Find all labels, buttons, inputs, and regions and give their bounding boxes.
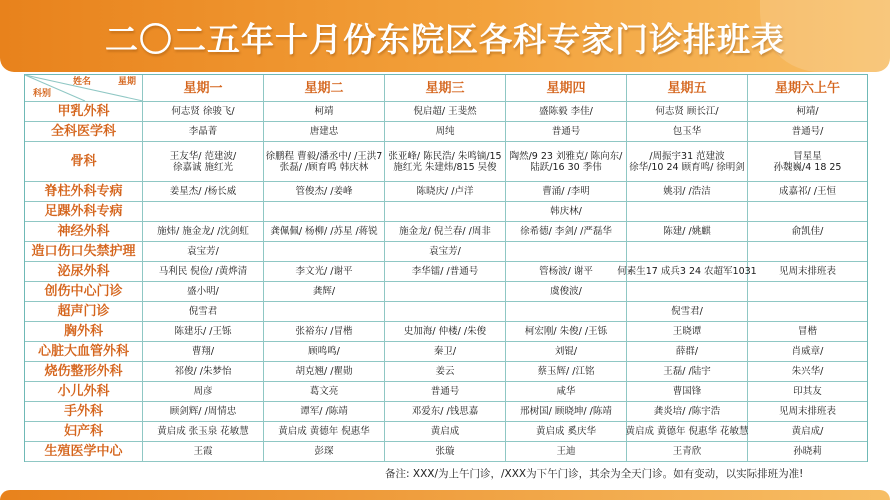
doctor-line: 刘锟/: [554, 346, 578, 357]
schedule-cell: [506, 122, 627, 141]
dept-name: 胸外科: [25, 322, 143, 341]
dept-name: 全科医学科: [25, 122, 143, 141]
doctor-line: 柯宏刚/ 朱俊/ /王铄: [524, 326, 608, 337]
doctor-line: 胡克翘/ /瞿勋: [295, 366, 353, 377]
doctor-line: 王磊/ /陆宇: [663, 366, 711, 377]
day-header: 星期一: [143, 75, 264, 101]
doctor-line: 谭军/ /陈靖: [300, 406, 348, 417]
doctor-line: 黄启成 黄德年 倪惠华: [278, 426, 370, 437]
doctor-line: 邢树国/ 顾晓坤/ /陈靖: [520, 406, 612, 417]
schedule-cell: [264, 242, 385, 261]
schedule-cell: [264, 222, 385, 241]
day-header: 星期三: [385, 75, 506, 101]
schedule-cell: [385, 202, 506, 221]
doctor-line: 顾鸣鸣/: [308, 346, 340, 357]
doctor-line: 普通号/: [791, 126, 824, 137]
doctor-line: 张裕东/ /冒楷: [295, 326, 353, 337]
schedule-cell: [748, 262, 867, 281]
table-row: [25, 402, 867, 422]
schedule-cell: [143, 322, 264, 341]
page-title: 二〇二五年十月份东院区各科专家门诊排班表: [105, 20, 785, 59]
doctor-line: 韩庆林/: [550, 206, 582, 217]
doctor-line: 徐华/10 24 顾育鸣/ 徐明剑: [629, 161, 745, 173]
table-row: [25, 362, 867, 382]
doctor-line: 施金龙/ 倪兰春/ /周非: [399, 226, 491, 237]
schedule-cell: [385, 182, 506, 201]
title-banner: [0, 0, 890, 72]
table-row: [25, 182, 867, 202]
schedule-cell: [748, 282, 867, 301]
schedule-cell: [264, 282, 385, 301]
schedule-cell: [385, 402, 506, 421]
schedule-cell: [627, 362, 748, 381]
schedule-cell: [385, 362, 506, 381]
doctor-line: 俞凯佳/: [791, 226, 824, 237]
doctor-line: 见周末排班表: [778, 266, 836, 277]
schedule-cell: [264, 322, 385, 341]
schedule-cell: [143, 102, 264, 121]
doctor-line: /周振宇31 范建波: [649, 150, 725, 162]
schedule-cell: [506, 342, 627, 361]
dept-name: 创伤中心门诊: [25, 282, 143, 301]
table-row: [25, 322, 867, 342]
schedule-cell: [506, 402, 627, 421]
table-row: [25, 442, 867, 462]
schedule-cell: [385, 342, 506, 361]
schedule-table: [24, 74, 868, 463]
dept-name: 骨科: [25, 142, 143, 181]
doctor-line: 李文光/ /谢平: [295, 266, 353, 277]
doctor-line: 彭琛: [314, 446, 334, 457]
doctor-line: 朱兴华/: [791, 366, 824, 377]
doctor-line: 李华镭/ /普通号: [411, 266, 479, 277]
schedule-cell: [627, 242, 748, 261]
dept-name: 生殖医学中心: [25, 442, 143, 461]
corner-week-label: 星期: [117, 77, 136, 87]
schedule-cell: [627, 382, 748, 401]
doctor-line: 黄启成: [430, 426, 460, 437]
schedule-cell: [143, 302, 264, 321]
day-header: 星期六上午: [774, 80, 840, 96]
day-header: 星期五: [627, 75, 748, 101]
schedule-cell: [264, 422, 385, 441]
doctor-line: 曹翔/: [191, 346, 215, 357]
schedule-cell: [143, 222, 264, 241]
doctor-line: 冒楷: [797, 326, 817, 337]
table-row: [25, 302, 867, 322]
doctor-line: 咸华: [556, 386, 576, 397]
schedule-cell: [748, 362, 867, 381]
doctor-line: 孙魏巍/4 18 25: [773, 161, 842, 173]
doctor-line: 龚炎培/ /陈宇浩: [653, 406, 721, 417]
doctor-line: 陈建/ /姚麒: [663, 226, 711, 237]
schedule-cell: [748, 102, 867, 121]
doctor-line: 张璇: [435, 446, 455, 457]
doctor-line: 柯靖: [314, 106, 334, 117]
schedule-cell: [748, 242, 867, 261]
schedule-cell: [748, 202, 867, 221]
doctor-line: 曹涌/ /李明: [542, 186, 590, 197]
doctor-line: 顾剑辉/ /周情忠: [169, 406, 237, 417]
schedule-cell: [143, 382, 264, 401]
doctor-line: 王迪: [556, 446, 576, 457]
schedule-cell: [506, 382, 627, 401]
table-header-row: [25, 75, 867, 102]
table-row: [25, 102, 867, 122]
doctor-line: 包玉华: [672, 126, 702, 137]
schedule-cell: [627, 422, 748, 441]
corner-cell: [25, 75, 143, 101]
doctor-line: 秦卫/: [433, 346, 457, 357]
dept-name: 烧伤整形外科: [25, 362, 143, 381]
schedule-cell: [748, 122, 867, 141]
table-row: [25, 262, 867, 282]
table-row: [25, 282, 867, 302]
schedule-cell: [748, 442, 867, 461]
schedule-cell: [143, 342, 264, 361]
schedule-cell: [143, 282, 264, 301]
schedule-cell: [506, 302, 627, 321]
doctor-line: 祁俊/ /朱梦怡: [174, 366, 232, 377]
doctor-line: 黄启成 黄德年 倪惠华 花敏慧: [625, 426, 749, 437]
doctor-line: 蔡玉辉/ /江铭: [537, 366, 595, 377]
schedule-cell: [264, 122, 385, 141]
doctor-line: 张磊/ /顾育鸣 韩庆林: [279, 161, 369, 173]
doctor-line: 成嘉祁/ /王恒: [779, 186, 836, 197]
schedule-cell: [506, 202, 627, 221]
doctor-line: 陈晓庆/ /卢洋: [416, 186, 474, 197]
doctor-line: 薛群/: [675, 346, 699, 357]
doctor-line: 陶然/9 23 刘雅克/ 陈向东/: [509, 150, 623, 162]
doctor-line: 袁宝芳/: [187, 246, 219, 257]
schedule-cell: [506, 222, 627, 241]
schedule-cell: [506, 102, 627, 121]
schedule-cell: [627, 402, 748, 421]
doctor-line: 王霞: [193, 446, 213, 457]
doctor-line: 见周末排班表: [778, 406, 836, 417]
schedule-cell: [264, 262, 385, 281]
schedule-cell: [264, 142, 385, 181]
schedule-cell: [264, 402, 385, 421]
doctor-line: 何志贤 顾长江/: [655, 106, 719, 117]
doctor-line: 黄启成 张玉泉 花敏慧: [157, 426, 249, 437]
dept-name: 超声门诊: [25, 302, 143, 321]
table-row: [25, 422, 867, 442]
dept-name: 造口伤口失禁护理: [25, 242, 143, 261]
doctor-line: 管俊杰/ /姜峰: [295, 186, 353, 197]
schedule-cell: [506, 282, 627, 301]
doctor-line: 肖威章/: [791, 346, 824, 357]
doctor-line: 龚辉/: [312, 286, 336, 297]
doctor-line: 孙晓莉: [793, 446, 822, 457]
schedule-cell: [143, 122, 264, 141]
doctor-line: 马利民 倪俭/ /黄烨清: [158, 266, 248, 277]
schedule-cell: [264, 202, 385, 221]
schedule-cell: [385, 442, 506, 461]
corner-dept-label: 科别: [33, 89, 52, 99]
schedule-cell: [627, 182, 748, 201]
dept-name: 足踝外科专病: [25, 202, 143, 221]
doctor-line: 虞俊波/: [550, 286, 582, 297]
doctor-line: 姚羽/ /浩洁: [663, 186, 711, 197]
schedule-cell: [143, 202, 264, 221]
doctor-line: 何志贤 徐骏飞/: [171, 106, 235, 117]
doctor-line: 倪启超/ 王斐然: [413, 106, 477, 117]
schedule-cell: [506, 322, 627, 341]
dept-name: 神经外科: [25, 222, 143, 241]
table-row: [25, 142, 867, 182]
schedule-cell: [143, 182, 264, 201]
doctor-line: 邓爱东/ /钱思嘉: [411, 406, 479, 417]
schedule-cell: [627, 102, 748, 121]
doctor-line: 盛陈毅 李佳/: [539, 106, 593, 117]
doctor-line: 黄启成 奚庆华: [535, 426, 597, 437]
schedule-cell: [627, 442, 748, 461]
doctor-line: 普通号: [430, 386, 460, 397]
doctor-line: 陈建乐/ /王铄: [174, 326, 232, 337]
schedule-cell: [385, 102, 506, 121]
doctor-line: 李晶菁: [188, 126, 218, 137]
doctor-line: 王青欣: [672, 446, 702, 457]
schedule-cell: [264, 362, 385, 381]
schedule-cell: [264, 442, 385, 461]
schedule-cell: [748, 382, 867, 401]
schedule-cell: [385, 142, 506, 181]
doctor-line: 徐鹏程 曹毅/潘丞中/ /王洪7: [265, 150, 383, 162]
schedule-cell: [264, 182, 385, 201]
doctor-line: 姜星杰/ /杨长威: [169, 186, 237, 197]
schedule-cell: [143, 402, 264, 421]
schedule-cell: [627, 322, 748, 341]
doctor-line: 柯靖/: [796, 106, 819, 117]
dept-name: 脊柱外科专病: [25, 182, 143, 201]
schedule-cell: [506, 242, 627, 261]
doctor-line: 王晓谭: [672, 326, 702, 337]
schedule-cell: [385, 242, 506, 261]
table-row: [25, 222, 867, 242]
doctor-line: 倪雪君: [188, 306, 218, 317]
doctor-line: 黄启成/: [791, 426, 824, 437]
dept-name: 妇产科: [25, 422, 143, 441]
corner-name-label: 姓名: [73, 77, 92, 87]
schedule-cell: [748, 222, 867, 241]
schedule-cell: [143, 142, 264, 181]
schedule-cell: [506, 362, 627, 381]
schedule-cell: [627, 202, 748, 221]
dept-name: 心脏大血管外科: [25, 342, 143, 361]
schedule-cell: [748, 142, 867, 181]
dept-name: 甲乳外科: [25, 102, 143, 121]
schedule-cell: [506, 422, 627, 441]
schedule-cell: [748, 322, 867, 341]
table-row: [25, 202, 867, 222]
schedule-cell: [627, 122, 748, 141]
dept-name: 泌尿外科: [25, 262, 143, 281]
doctor-line: 张亚峰/ 陈民浩/ 朱鸣镝/15: [388, 150, 502, 162]
table-row: [25, 122, 867, 142]
doctor-line: 施红光 朱建炜/815 吴俊: [393, 161, 497, 173]
doctor-line: 盛小明/: [187, 286, 219, 297]
schedule-cell: [385, 302, 506, 321]
table-row: [25, 382, 867, 402]
schedule-cell: [506, 182, 627, 201]
doctor-line: 印其友: [793, 386, 822, 397]
schedule-cell: [143, 442, 264, 461]
doctor-line: 曹国锋: [672, 386, 702, 397]
schedule-cell: [627, 342, 748, 361]
schedule-cell: [143, 362, 264, 381]
schedule-cell: [748, 302, 867, 321]
doctor-line: 徐嘉诚 施红光: [172, 161, 234, 173]
doctor-line: 周纯: [435, 126, 455, 137]
doctor-line: 史加海/ 仲楼/ /朱俊: [403, 326, 487, 337]
schedule-cell: [385, 122, 506, 141]
dept-name: 手外科: [25, 402, 143, 421]
schedule-cell: [748, 422, 867, 441]
schedule-cell: [264, 342, 385, 361]
schedule-cell: [748, 402, 867, 421]
day-header: 星期四: [506, 75, 627, 101]
schedule-cell: [385, 222, 506, 241]
table-row: [25, 242, 867, 262]
doctor-line: 何素生17 成兵3 24 农超军1031: [617, 266, 757, 277]
table-row: [25, 342, 867, 362]
doctor-line: 葛文亮: [309, 386, 339, 397]
doctor-line: 龚佩佩/ 杨柳/ /苏星 /蒋锐: [270, 226, 378, 237]
schedule-cell: [143, 422, 264, 441]
schedule-cell: [385, 422, 506, 441]
doctor-line: 管杨波/ 谢平: [539, 266, 593, 277]
day-header: 星期二: [264, 75, 385, 101]
footnote: 备注: XXX/为上午门诊，/XXX为下午门诊，其余为全天门诊。如有变动，以实际排班为准!: [385, 468, 804, 480]
doctor-line: 唐建忠: [309, 126, 339, 137]
schedule-cell: [264, 102, 385, 121]
schedule-cell: [264, 382, 385, 401]
schedule-cell: [385, 382, 506, 401]
schedule-cell: [617, 262, 757, 281]
schedule-cell: [385, 322, 506, 341]
schedule-cell: [143, 262, 264, 281]
doctor-line: 王友华/ 范建波/: [169, 150, 237, 162]
schedule-cell: [264, 302, 385, 321]
doctor-line: 普通号: [551, 126, 581, 137]
schedule-cell: [143, 242, 264, 261]
dept-name: 小儿外科: [25, 382, 143, 401]
doctor-line: 周彦: [193, 386, 213, 397]
schedule-cell: [748, 182, 867, 201]
doctor-line: 冒星星: [793, 150, 822, 162]
schedule-cell: [627, 302, 748, 321]
schedule-cell: [506, 142, 627, 181]
schedule-cell: [627, 142, 748, 181]
doctor-line: 徐希德/ 李剑/ /严磊华: [520, 226, 612, 237]
schedule-cell: [627, 222, 748, 241]
doctor-line: 陆跃/16 30 季伟: [530, 161, 602, 173]
schedule-cell: [506, 262, 627, 281]
schedule-cell: [385, 262, 506, 281]
doctor-line: 倪雪君/: [671, 306, 703, 317]
schedule-cell: [748, 342, 867, 361]
doctor-line: 姜云: [435, 366, 455, 377]
doctor-line: 施炜/ 施金龙/ /沈剑虹: [157, 226, 249, 237]
doctor-line: 袁宝芳/: [429, 246, 461, 257]
schedule-cell: [506, 442, 627, 461]
schedule-cell: [627, 282, 748, 301]
schedule-cell: [385, 282, 506, 301]
